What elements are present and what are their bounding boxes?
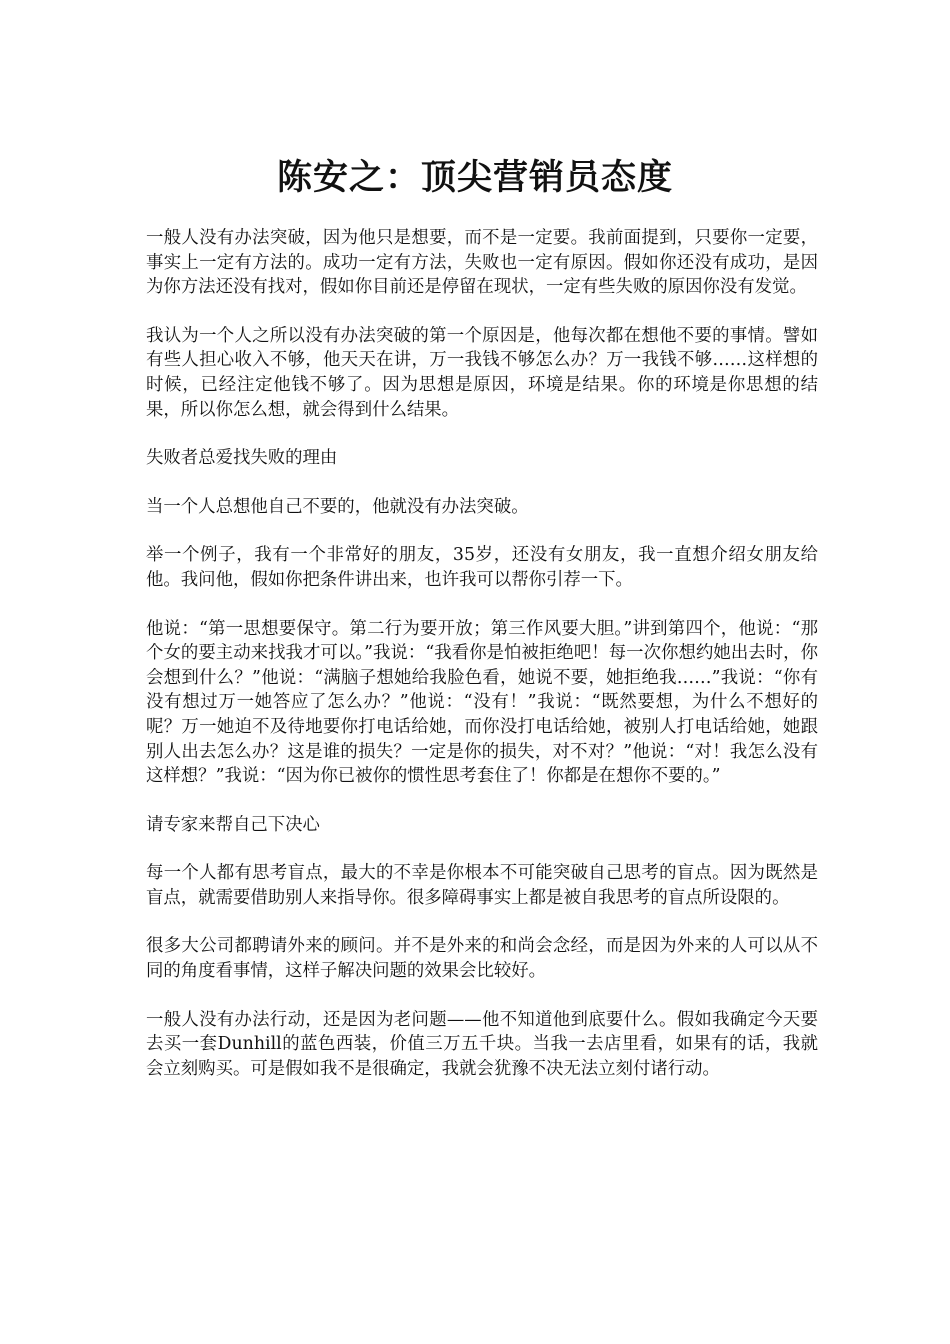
document-body [146, 226, 818, 1105]
paragraph-8: 一般人没有办法行动，还是因为老问题——他不知道他到底要什么。假如我确定今天要去买一套Dunhill的蓝色西装，价值三万五千块。当我一去店里看，如果有的话，我就会立刻购买。可是假如我不是很确定，我就会犹豫不决无法立刻付诸行动。 [146, 1009, 818, 1079]
paragraph-2: 我认为一个人之所以没有办法突破的第一个原因是，他每次都在想他不要的事情。譬如有些人担心收入不够，他天天在讲，万一我钱不够怎么办？万一我钱不够……这样想的时候，已经注定他钱不够了。因为思想是原因，环境是结果。你的环境是你思想的结果，所以你怎么想，就会得到什么结果。 [146, 325, 818, 420]
paragraph-1: 一般人没有办法突破，因为他只是想要，而不是一定要。我前面提到，只要你一定要，事实上一定有方法的。成功一定有方法，失败也一定有原因。假如你还没有成功，是因为你方法还没有找对，假如你目前还是停留在现状，一定有些失败的原因你没有发觉。 [146, 228, 818, 298]
paragraph-7: 很多大公司都聘请外来的顾问。并不是外来的和尚会念经，而是因为外来的人可以从不同的角度看事情，这样子解决问题的效果会比较好。 [146, 936, 818, 982]
section-heading-failure-reasons: 失败者总爱找失败的理由 [146, 448, 338, 469]
section-heading-expert-help: 请专家来帮自己下决心 [146, 814, 320, 835]
paragraph-6: 每一个人都有思考盲点，最大的不幸是你根本不可能突破自己思考的盲点。因为既然是盲点，就需要借助别人来指导你。很多障碍事实上都是被自我思考的盲点所设限的。 [146, 863, 818, 908]
document-title: 陈安之：顶尖营销员态度 [276, 157, 673, 198]
paragraph-5: 他说：“第一思想要保守。第二行为要开放；第三作风要大胆。”讲到第四个，他说：“那个女的要主动来找我才可以。”我说：“我看你是怕被拒绝吧！每一次你想约她出去时，你会想到什么？”他说：“满脑子想她给我脸色看，她说不要，她拒绝我……”我说：“你有没有想过万一她答应了怎么办？”他说：“没有！”我说：“既然要想，为什么不想好的呢？万一她迫不及待地要你打电话给她，而你没打电话给她，被别人打电话给她，她跟别人出去怎么办？这是谁的损失？一定是你的损失，对不对？”他说：“对！我怎么没有这样想？”我说：“因为你已被你的惯性思考套住了！你都是在想你不要的。” [146, 618, 818, 787]
paragraph-3: 当一个人总想他自己不要的，他就没有办法突破。 [146, 496, 529, 517]
paragraph-4: 举一个例子，我有一个非常好的朋友，35岁，还没有女朋友，我一直想介绍女朋友给他。我问他，假如你把条件讲出来，也许我可以帮你引荐一下。 [146, 545, 818, 590]
